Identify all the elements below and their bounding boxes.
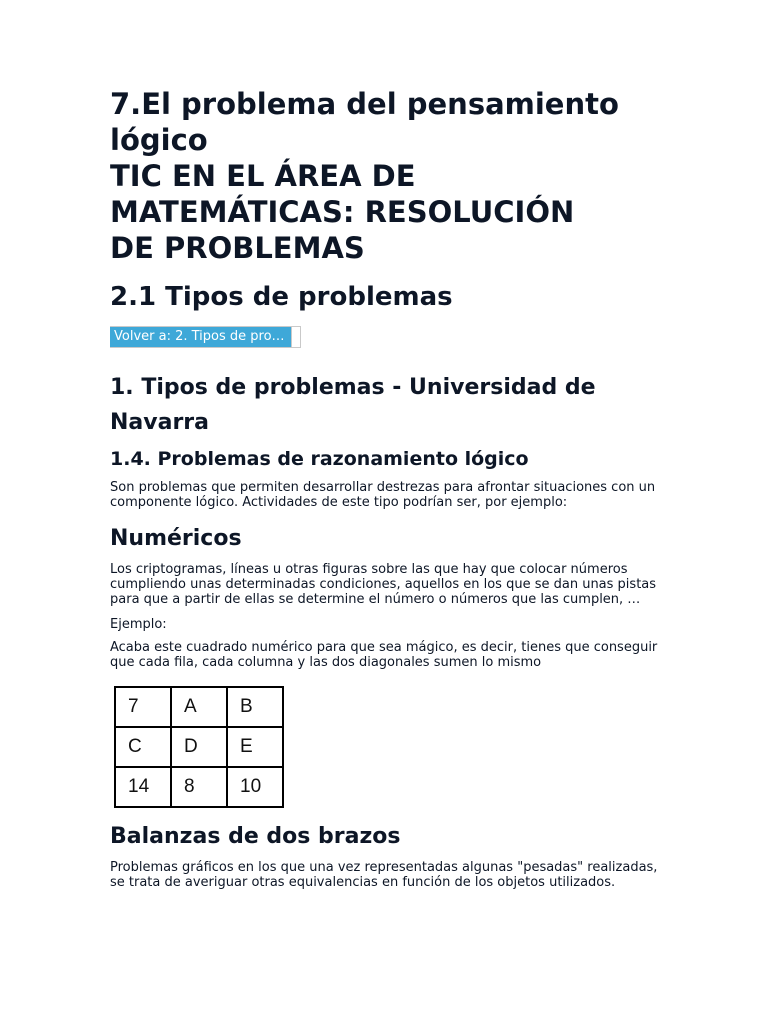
magic-square-cell: 14 bbox=[115, 767, 171, 807]
magic-square-figure bbox=[114, 686, 670, 808]
magic-square-cell: D bbox=[171, 727, 227, 767]
back-button-label: Volver a: 2. Tipos de pro… bbox=[114, 329, 285, 344]
balanzas-paragraph: Problemas gráficos en los que una vez representadas algunas "pesadas" realizadas, se trata de averiguar otras equivalencias en función de los objetos utilizados. bbox=[110, 860, 658, 890]
balanzas-heading: Balanzas de dos brazos bbox=[110, 824, 401, 849]
section-title: 2.1 Tipos de problemas bbox=[110, 282, 453, 312]
subsubsection-title: 1.4. Problemas de razonamiento lógico bbox=[110, 448, 529, 470]
back-button-edge bbox=[291, 327, 300, 347]
magic-square-cell: 7 bbox=[115, 687, 171, 727]
title-line: 7.El problema del pensamiento bbox=[110, 87, 619, 121]
magic-square-row bbox=[115, 727, 283, 767]
title-line: TIC EN EL ÁREA DE bbox=[110, 159, 416, 193]
numericos-paragraph: Los criptogramas, líneas u otras figuras sobre las que hay que colocar números cumpliendo unas determinadas condiciones, aquellos en los que se dan unas pistas para que a partir de ellas se determine el número o números que las cumplen, … bbox=[110, 562, 657, 607]
document-title bbox=[110, 86, 670, 266]
example-label: Ejemplo: bbox=[110, 617, 167, 632]
back-button[interactable] bbox=[110, 326, 301, 348]
magic-square-cell: 10 bbox=[227, 767, 283, 807]
subsection-title bbox=[110, 370, 670, 440]
subsection-line: 1. Tipos de problemas - Universidad de bbox=[110, 375, 596, 400]
example-paragraph: Acaba este cuadrado numérico para que sea mágico, es decir, tienes que conseguir que cada fila, cada columna y las dos diagonales sumen lo mismo bbox=[110, 640, 658, 670]
document-content bbox=[110, 86, 670, 890]
title-line: MATEMÁTICAS: RESOLUCIÓN bbox=[110, 195, 575, 229]
numericos-heading: Numéricos bbox=[110, 526, 242, 551]
magic-square-cell: C bbox=[115, 727, 171, 767]
magic-square-cell: B bbox=[227, 687, 283, 727]
subsection-line: Navarra bbox=[110, 410, 209, 435]
magic-square-row bbox=[115, 687, 283, 727]
magic-square-cell: E bbox=[227, 727, 283, 767]
title-line: DE PROBLEMAS bbox=[110, 231, 365, 265]
magic-square-row bbox=[115, 767, 283, 807]
magic-square-cell: A bbox=[171, 687, 227, 727]
title-line: lógico bbox=[110, 123, 208, 157]
intro-paragraph: Son problemas que permiten desarrollar destrezas para afrontar situaciones con un componente lógico. Actividades de este tipo podrían ser, por ejemplo: bbox=[110, 480, 656, 510]
magic-square-cell: 8 bbox=[171, 767, 227, 807]
magic-square-table bbox=[114, 686, 284, 808]
